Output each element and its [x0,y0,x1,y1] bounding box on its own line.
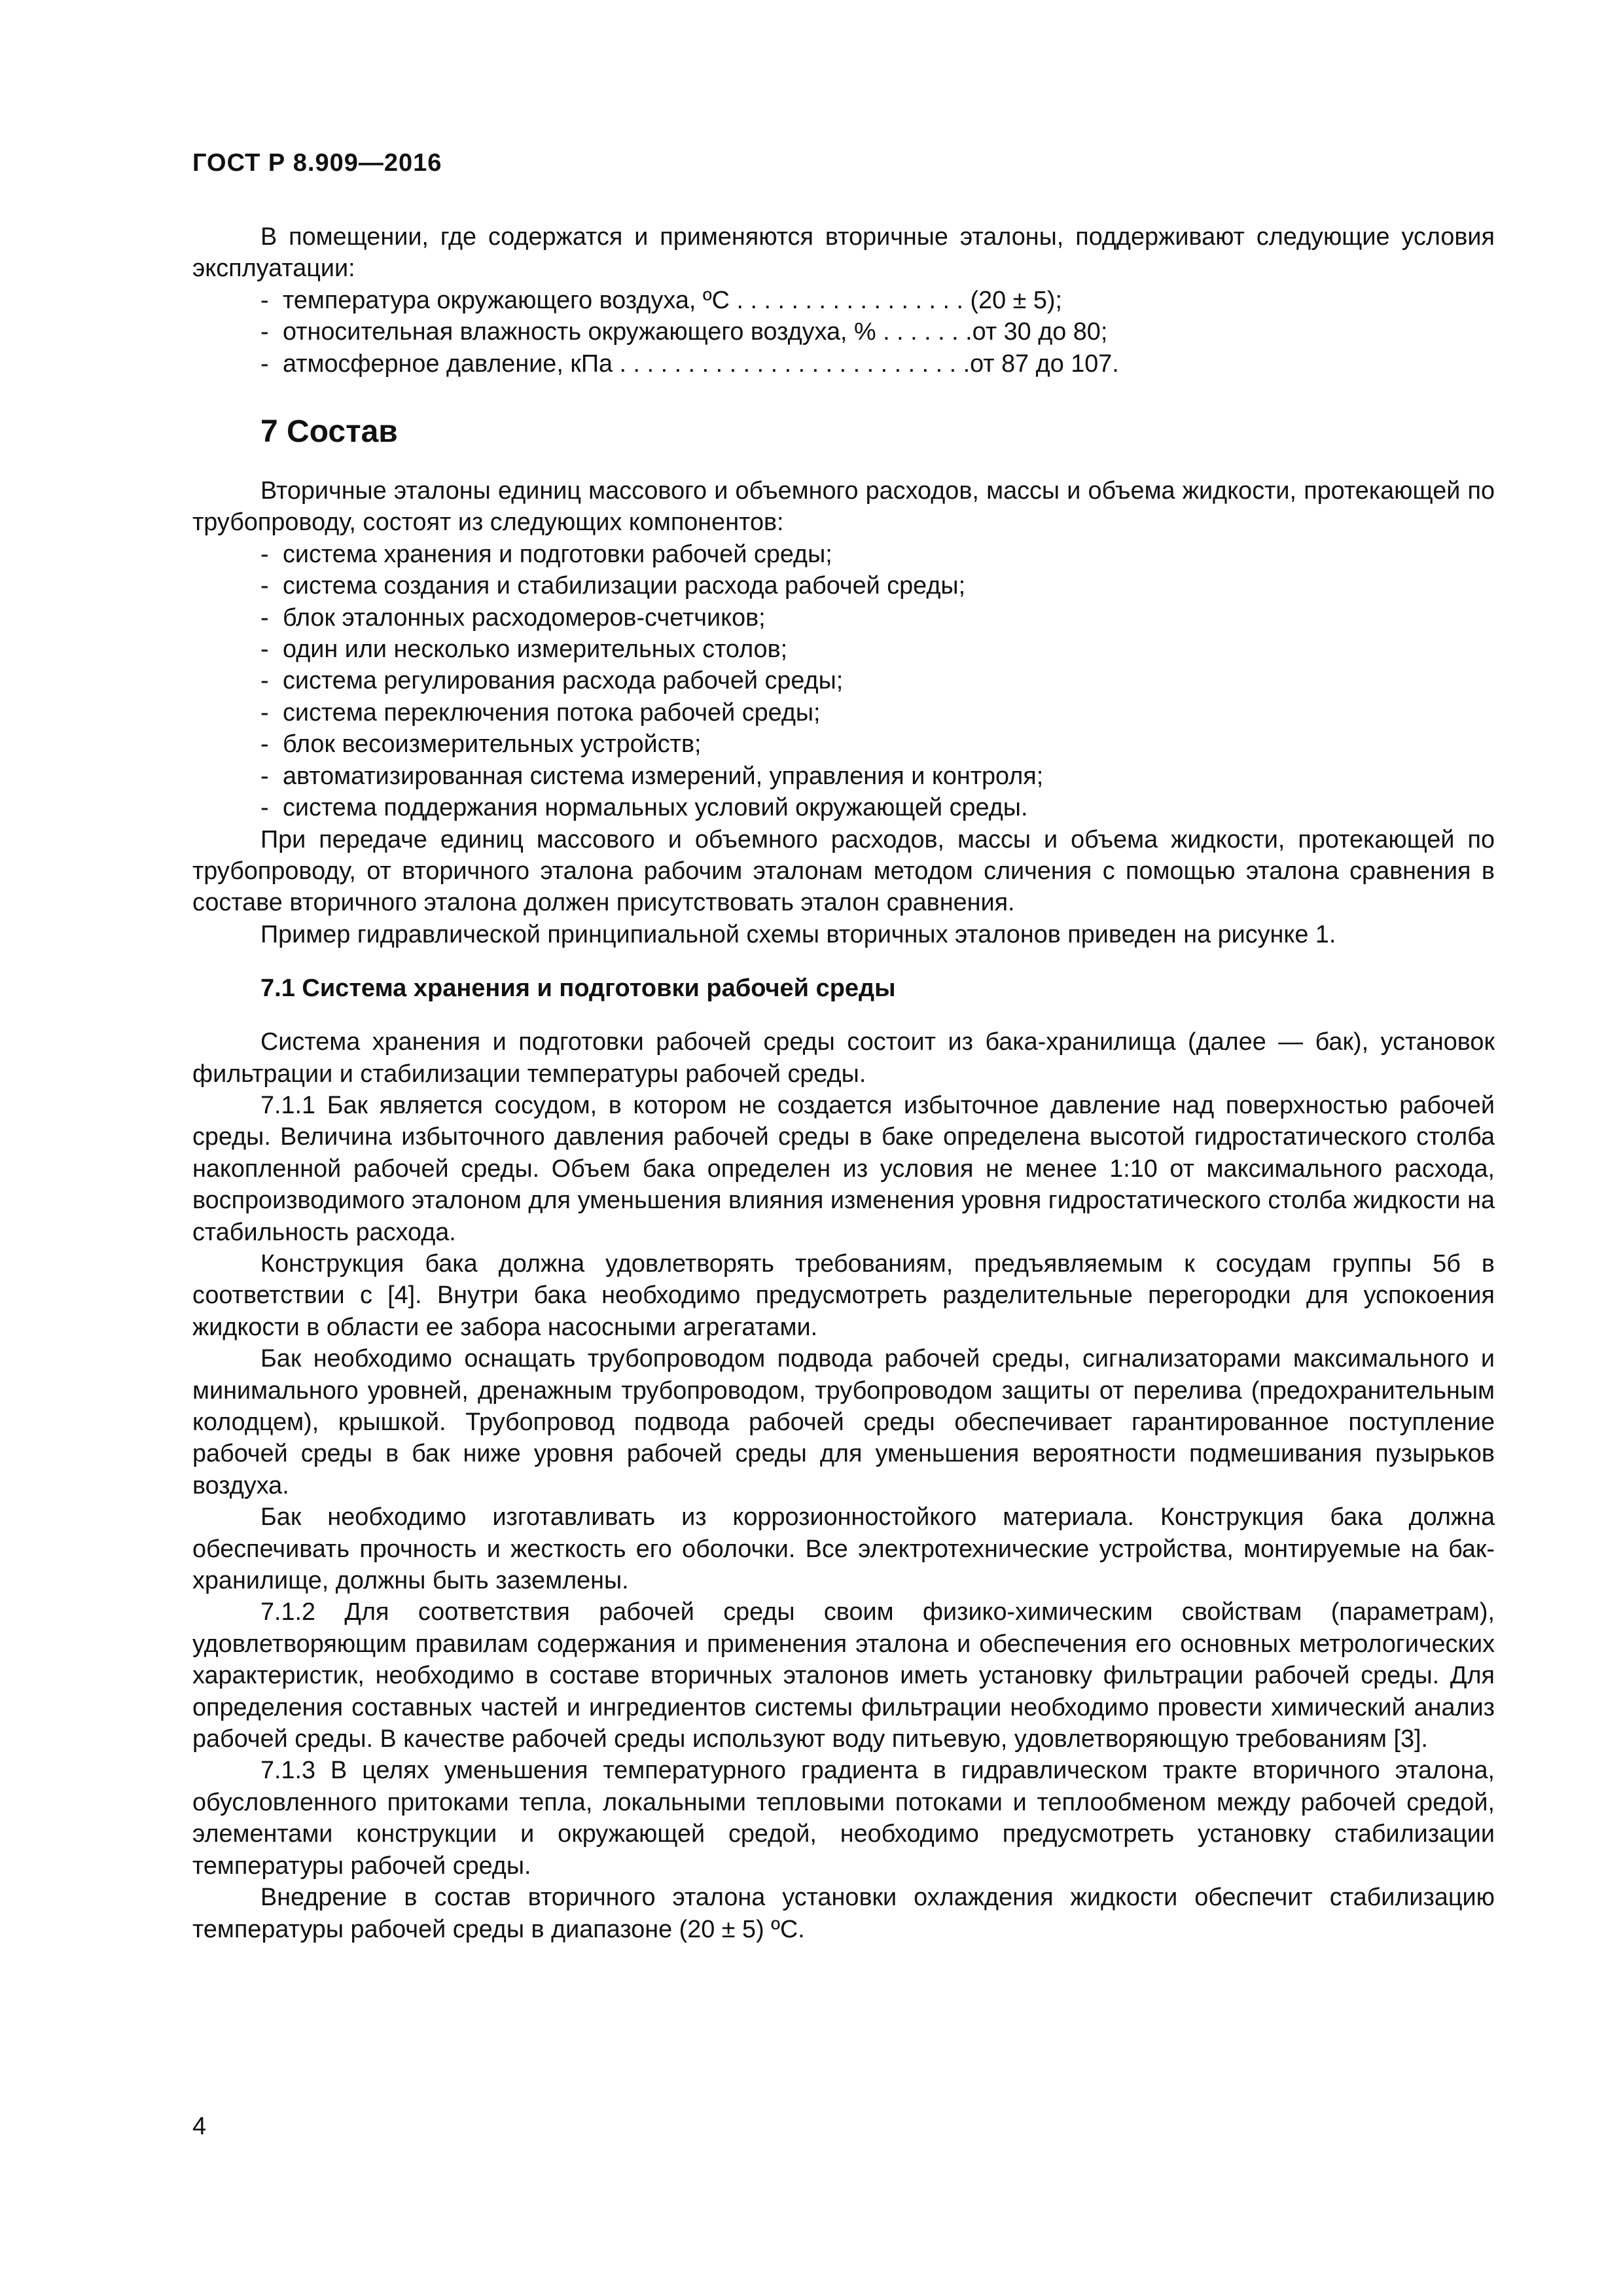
section-7-1-title: 7.1 Система хранения и подготовки рабочей среды [260,975,896,1003]
paragraph: Бак необходимо оснащать трубопроводом подвода рабочей среды, сигнализаторами максимального и минимального уровней, дренажным трубопроводом, трубопроводом защиты от перелива (предохранительным колодцем), крышкой. Трубопровод подвода рабочей среды обеспечивает гарантированное поступление рабочей среды в бак ниже уровня рабочей среды для уменьшения вероятности подмешивания пузырьков воздуха. [192,1345,1495,1499]
paragraph: Конструкция бака должна удовлетворять требованиям, предъявляемым к сосудам группы 5б в соответствии с [4]. Внутри бака необходимо предусмотреть разделительные перегородки для успокоения жидкости в области ее забора насосными агрегатами. [192,1249,1495,1341]
condition-text: относительная влажность окружающего воздуха, % . . . . . . .от 30 до 80; [283,318,1108,346]
condition-item [192,285,1495,316]
component-item [192,602,1495,634]
paragraph: 7.1.2 Для соответствия рабочей среды своим физико-химическим свойствам (параметрам), удовлетворяющим правилам содержания и применения эталона и обеспечения его основных метрологических характеристик, необходимо в составе вторичных эталонов иметь установку фильтрации рабочей среды. Для определения составных частей и ингредиентов системы фильтрации необходимо провести химический анализ рабочей среды. В качестве рабочей среды используют воду питьевую, удовлетворяющую требованиям [3]. [192,1598,1495,1753]
component-item [192,665,1495,696]
condition-text: температура окружающего воздуха, ºС . . . . . . . . . . . . . . . . . (20 ± 5); [283,286,1062,314]
transfer-paragraph: При передаче единиц массового и объемного расходов, массы и объема жидкости, протекающей по трубопроводу, от вторичного эталона рабочим эталонам методом сличения с помощью эталона сравнения в составе вторичного эталона должен присутствовать эталон сравнения. [192,825,1495,917]
component-item [192,697,1495,728]
component-text: блок эталонных расходомеров-счетчиков; [283,603,766,632]
conditions-intro: В помещении, где содержатся и применяются вторичные эталоны, поддерживают следующие условия эксплуатации: [192,223,1495,283]
standard-code-header: ГОСТ Р 8.909—2016 [192,149,442,177]
component-text: система поддержания нормальных условий окружающей среды. [283,794,1028,822]
component-item [192,634,1495,665]
paragraph: Система хранения и подготовки рабочей среды состоит из бака-хранилища (далее — бак), установок фильтрации и стабилизации температуры рабочей среды. [192,1028,1495,1088]
condition-item [192,348,1495,380]
component-text: система регулирования расхода рабочей среды; [283,667,844,695]
section-7-title: 7 Состав [260,414,398,450]
component-text: система переключения потока рабочей среды; [283,698,821,726]
component-text: система создания и стабилизации расхода рабочей среды; [283,572,966,600]
section-7-intro: Вторичные эталоны единиц массового и объемного расходов, массы и объема жидкости, протекающей по трубопроводу, состоят из следующих компонентов: [192,477,1495,537]
paragraph: Внедрение в состав вторичного эталона установки охлаждения жидкости обеспечит стабилизацию температуры рабочей среды в диапазоне (20 ± 5) ºС. [192,1884,1495,1943]
paragraph: Бак необходимо изготавливать из коррозионностойкого материала. Конструкция бака должна обеспечивать прочность и жесткость его оболочки. Все электротехнические устройства, монтируемые на бак-хранилище, должны быть заземлены. [192,1503,1495,1595]
component-item [192,761,1495,792]
example-paragraph: Пример гидравлической принципиальной схемы вторичных эталонов приведен на рисунке 1. [260,920,1336,948]
component-text: автоматизированная система измерений, управления и контроля; [283,762,1044,790]
component-item [192,539,1495,570]
component-text: система хранения и подготовки рабочей среды; [283,540,832,568]
component-text: один или несколько измерительных столов; [283,636,788,664]
condition-text: атмосферное давление, кПа . . . . . . . . . . . . . . . . . . . . . . . . . .от 87 до 107. [283,350,1119,378]
paragraph: 7.1.3 В целях уменьшения температурного градиента в гидравлическом тракте вторичного эталона, обусловленного притоками тепла, локальными тепловыми потоками и теплообменом между рабочей средой, элементами конструкции и окружающей средой, необходимо предусмотреть установку стабилизации температуры рабочей среды. [192,1757,1495,1880]
component-item [192,728,1495,760]
component-text: блок весоизмерительных устройств; [283,730,702,759]
paragraph: 7.1.1 Бак является сосудом, в котором не создается избыточное давление над поверхностью рабочей среды. Величина избыточного давления рабочей среды в баке определена высотой гидростатического столба накопленной рабочей среды. Объем бака определен из условия не менее 1:10 от максимального расхода, воспроизводимого эталоном для уменьшения влияния изменения уровня гидростатического столба жидкости на стабильность расхода. [192,1091,1495,1246]
page-number: 4 [192,2113,207,2140]
condition-item [192,316,1495,348]
component-item [192,792,1495,823]
document-body [192,221,1495,1945]
component-item [192,570,1495,601]
